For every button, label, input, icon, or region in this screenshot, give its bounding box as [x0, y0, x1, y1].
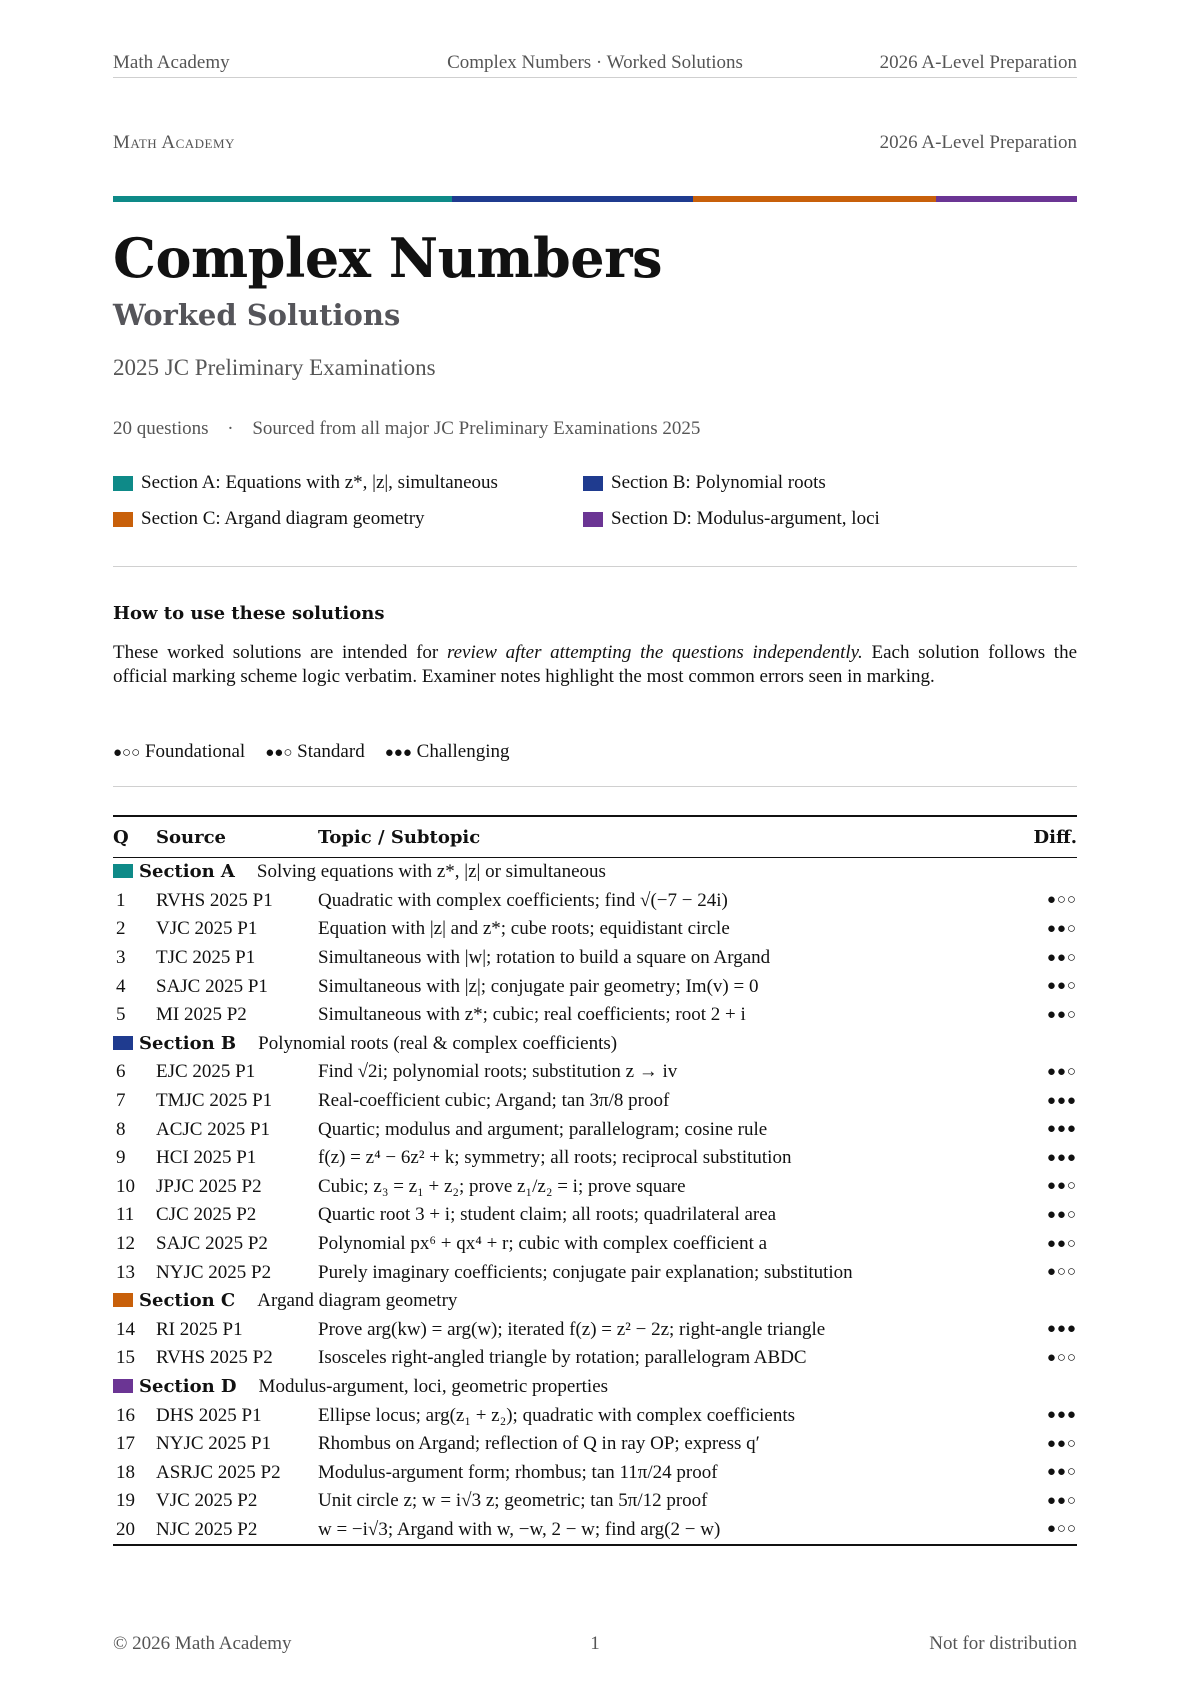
question-number: 19: [116, 1490, 135, 1512]
question-source: RVHS 2025 P2: [156, 1347, 273, 1369]
section-label: Section B: [139, 1032, 237, 1054]
table-row: [113, 1115, 1077, 1144]
table-row: [113, 1230, 1077, 1259]
section-cell: [113, 1030, 1077, 1059]
difficulty-rating: ●●○: [1046, 1178, 1077, 1195]
question-topic: Ellipse locus; arg(z₁ + z₂); quadratic with complex coefficients: [318, 1404, 795, 1426]
question-topic: Cubic; z₃ = z₁ + z₂; prove z₁/z₂ = i; prove square: [318, 1175, 686, 1197]
table-row: [113, 1201, 1077, 1230]
legend-swatch: [583, 512, 603, 527]
color-bar-section-a: [113, 196, 452, 202]
section-cell: [113, 858, 1077, 887]
divider: [113, 566, 1077, 567]
difficulty-key: [113, 741, 510, 763]
section-label: Section C: [139, 1290, 236, 1312]
table-header-row: [113, 816, 1077, 858]
question-source: CJC 2025 P2: [156, 1204, 257, 1226]
section-row: [113, 1373, 1077, 1402]
question-topic: Equation with |z| and z*; cube roots; equidistant circle: [318, 918, 730, 940]
difficulty-label: Foundational: [144, 741, 246, 762]
question-topic: Modulus-argument form; rhombus; tan 11π/24 proof: [318, 1461, 718, 1483]
table-body: [113, 858, 1077, 1546]
question-number: 18: [116, 1461, 135, 1483]
question-number: 20: [113, 1516, 156, 1546]
question-topic: Simultaneous with |z|; conjugate pair geometry; Im(v) = 0: [318, 975, 759, 997]
difficulty-rating: ●●●: [1046, 1121, 1077, 1138]
questions-table: [113, 815, 1077, 1546]
question-count: 20 questions: [113, 418, 209, 439]
table-row: [113, 1344, 1077, 1373]
howto-heading: How to use these solutions: [113, 603, 385, 624]
difficulty-dots: ●○○: [113, 745, 141, 761]
question-topic: Quadratic with complex coefficients; find √(−7 − 24i): [318, 889, 728, 911]
question-number: 4: [116, 975, 126, 997]
table-row: [113, 915, 1077, 944]
question-source: SAJC 2025 P1: [156, 975, 268, 997]
table-row: [113, 1258, 1077, 1287]
exam-line: 2025 JC Preliminary Examinations: [113, 355, 436, 380]
legend-item-section-b: [583, 472, 826, 494]
question-topic: f(z) = z⁴ − 6z² + k; symmetry; all roots; reciprocal substitution: [318, 1147, 792, 1169]
section-cell: [113, 1373, 1077, 1402]
question-number: 3: [116, 947, 126, 969]
difficulty-dots: ●●○: [265, 745, 293, 761]
difficulty-rating: ●●○: [1046, 1063, 1077, 1080]
color-bar-section-b: [452, 196, 693, 202]
question-number: 5: [116, 1004, 126, 1026]
brand-right: 2026 A-Level Preparation: [879, 132, 1077, 153]
question-number: 11: [116, 1204, 135, 1226]
section-row: [113, 1287, 1077, 1316]
question-source: NJC 2025 P2: [156, 1516, 318, 1546]
table-row: [113, 1058, 1077, 1087]
table-row: [113, 1401, 1077, 1430]
page-subtitle: Worked Solutions: [113, 298, 401, 332]
question-topic: w = −i√3; Argand with w, −w, 2 − w; find arg(2 − w): [318, 1516, 1017, 1546]
meta-line: [113, 418, 700, 440]
question-source: NYJC 2025 P1: [156, 1433, 272, 1455]
question-number: 10: [116, 1175, 135, 1197]
difficulty-rating: ●●○: [1046, 1492, 1077, 1509]
legend-item-section-c: [113, 508, 425, 530]
question-source: RVHS 2025 P1: [156, 889, 273, 911]
question-source: ASRJC 2025 P2: [156, 1461, 281, 1483]
question-topic: Quartic root 3 + i; student claim; all roots; quadrilateral area: [318, 1204, 777, 1226]
difficulty-key-item: [265, 741, 364, 763]
section-row: [113, 1030, 1077, 1059]
question-source: MI 2025 P2: [156, 1004, 247, 1026]
question-source: TMJC 2025 P1: [156, 1090, 273, 1112]
section-subtitle: Modulus-argument, loci, geometric properties: [258, 1375, 609, 1397]
table-row: [113, 1430, 1077, 1459]
table-row: [113, 1316, 1077, 1345]
question-number: 7: [116, 1090, 126, 1112]
col-header-topic: Topic / Subtopic: [318, 816, 1017, 858]
question-topic: Purely imaginary coefficients; conjugate pair explanation; substitution: [318, 1261, 853, 1283]
color-bar-section-d: [936, 196, 1077, 202]
question-number: 15: [116, 1347, 135, 1369]
meta-separator: ·: [227, 418, 234, 439]
howto-text-end: Each solution follows the official marking scheme logic verbatim. Examiner notes highlight the most common errors seen in marking.: [113, 642, 1078, 687]
table-row: [113, 1173, 1077, 1202]
difficulty-rating: ●○○: [1017, 1516, 1077, 1546]
legend-label: Section B: Polynomial roots: [611, 472, 826, 493]
difficulty-rating: ●○○: [1046, 892, 1077, 909]
legend-item-section-a: [113, 472, 498, 494]
question-number: 1: [116, 889, 126, 911]
question-source: VJC 2025 P2: [156, 1490, 258, 1512]
difficulty-key-item: [113, 741, 245, 763]
running-header-center: Complex Numbers · Worked Solutions: [447, 52, 743, 73]
question-topic: Real-coefficient cubic; Argand; tan 3π/8 proof: [318, 1090, 670, 1112]
legend-swatch: [113, 476, 133, 491]
header-rule: [113, 77, 1077, 78]
color-bar-section-c: [693, 196, 936, 202]
howto-text-start: These worked solutions are intended for: [113, 642, 447, 663]
legend-item-section-d: [583, 508, 880, 530]
question-number: 13: [116, 1261, 135, 1283]
difficulty-rating: ●●○: [1046, 1464, 1077, 1481]
question-source: EJC 2025 P1: [156, 1061, 256, 1083]
footer-copyright: © 2026 Math Academy: [113, 1633, 292, 1654]
difficulty-rating: ●●○: [1046, 1006, 1077, 1023]
running-header-left: Math Academy: [113, 52, 230, 73]
section-subtitle: Solving equations with z*, |z| or simultaneous: [256, 861, 606, 883]
section-label: Section D: [139, 1375, 237, 1397]
table-row: [113, 1001, 1077, 1030]
table-row: [113, 1458, 1077, 1487]
section-swatch: [113, 1293, 133, 1307]
question-number: 17: [116, 1433, 135, 1455]
section-row: [113, 858, 1077, 887]
question-source: ACJC 2025 P1: [156, 1118, 271, 1140]
howto-paragraph: [113, 641, 1077, 689]
difficulty-rating: ●○○: [1046, 1264, 1077, 1281]
question-topic: Polynomial px⁶ + qx⁴ + r; cubic with complex coefficient a: [318, 1233, 768, 1255]
question-topic: Simultaneous with |w|; rotation to build a square on Argand: [318, 947, 771, 969]
section-swatch: [113, 1379, 133, 1393]
difficulty-rating: ●●○: [1046, 1235, 1077, 1252]
divider: [113, 786, 1077, 787]
table-row: [113, 1144, 1077, 1173]
question-source: RI 2025 P1: [156, 1318, 243, 1340]
difficulty-rating: ●●●: [1046, 1092, 1077, 1109]
legend-label: Section C: Argand diagram geometry: [141, 508, 425, 529]
difficulty-rating: ●●○: [1046, 1206, 1077, 1223]
col-header-q: Q: [113, 816, 156, 858]
question-source: JPJC 2025 P2: [156, 1175, 262, 1197]
difficulty-rating: ●●●: [1046, 1407, 1077, 1424]
section-swatch: [113, 864, 133, 878]
source-note: Sourced from all major JC Preliminary Examinations 2025: [252, 418, 701, 439]
question-topic: Rhombus on Argand; reflection of Q in ray OP; express q′: [318, 1433, 760, 1455]
question-source: NYJC 2025 P2: [156, 1261, 272, 1283]
difficulty-rating: ●●○: [1046, 920, 1077, 937]
question-source: DHS 2025 P1: [156, 1404, 262, 1426]
question-topic: Quartic; modulus and argument; parallelogram; cosine rule: [318, 1118, 768, 1140]
question-topic: Unit circle z; w = i√3 z; geometric; tan 5π/12 proof: [318, 1490, 708, 1512]
question-number: 6: [116, 1061, 126, 1083]
question-source: VJC 2025 P1: [156, 918, 258, 940]
legend-swatch: [113, 512, 133, 527]
question-topic: Find √2i; polynomial roots; substitution z → iv: [318, 1061, 678, 1083]
difficulty-rating: ●●●: [1046, 1149, 1077, 1166]
difficulty-rating: ●●○: [1046, 949, 1077, 966]
question-topic: Simultaneous with z*; cubic; real coefficients; root 2 + i: [318, 1004, 746, 1026]
question-source: HCI 2025 P1: [156, 1147, 257, 1169]
brand-name: Math Academy: [113, 132, 235, 153]
section-subtitle: Argand diagram geometry: [257, 1290, 458, 1312]
difficulty-rating: ●○○: [1046, 1349, 1077, 1366]
col-header-source: Source: [156, 816, 318, 858]
difficulty-rating: ●●○: [1046, 1435, 1077, 1452]
question-number: 9: [116, 1147, 126, 1169]
difficulty-rating: ●●○: [1046, 978, 1077, 995]
difficulty-dots: ●●●: [384, 745, 412, 761]
howto-emphasis: review after attempting the questions independently.: [446, 642, 863, 663]
difficulty-rating: ●●●: [1046, 1321, 1077, 1338]
question-number: 8: [116, 1118, 126, 1140]
footer-distribution-note: Not for distribution: [929, 1633, 1077, 1654]
table-row: [113, 972, 1077, 1001]
question-topic: Prove arg(kw) = arg(w); iterated f(z) = z² − 2z; right-angle triangle: [318, 1318, 826, 1340]
legend-label: Section D: Modulus-argument, loci: [611, 508, 880, 529]
col-header-diff: Diff.: [1017, 816, 1077, 858]
section-label: Section A: [139, 861, 235, 883]
table-row: [113, 1487, 1077, 1516]
running-header-right: 2026 A-Level Preparation: [879, 52, 1077, 73]
section-swatch: [113, 1036, 133, 1050]
table-row: [113, 944, 1077, 973]
page-title: Complex Numbers: [113, 226, 662, 290]
difficulty-label: Challenging: [416, 741, 510, 762]
question-source: SAJC 2025 P2: [156, 1233, 268, 1255]
question-number: 14: [116, 1318, 135, 1340]
legend-swatch: [583, 476, 603, 491]
section-subtitle: Polynomial roots (real & complex coefficients): [258, 1032, 618, 1054]
question-number: 12: [116, 1233, 135, 1255]
page-number: 1: [590, 1633, 600, 1654]
table-row: [113, 1516, 1077, 1546]
table-row: [113, 1087, 1077, 1116]
difficulty-key-item: [385, 741, 510, 763]
question-number: 2: [116, 918, 126, 940]
section-cell: [113, 1287, 1077, 1316]
difficulty-label: Standard: [297, 741, 365, 762]
question-source: TJC 2025 P1: [156, 947, 256, 969]
question-topic: Isosceles right-angled triangle by rotation; parallelogram ABDC: [318, 1347, 807, 1369]
table-row: [113, 887, 1077, 916]
question-number: 16: [116, 1404, 135, 1426]
legend-label: Section A: Equations with z*, |z|, simultaneous: [141, 472, 498, 493]
